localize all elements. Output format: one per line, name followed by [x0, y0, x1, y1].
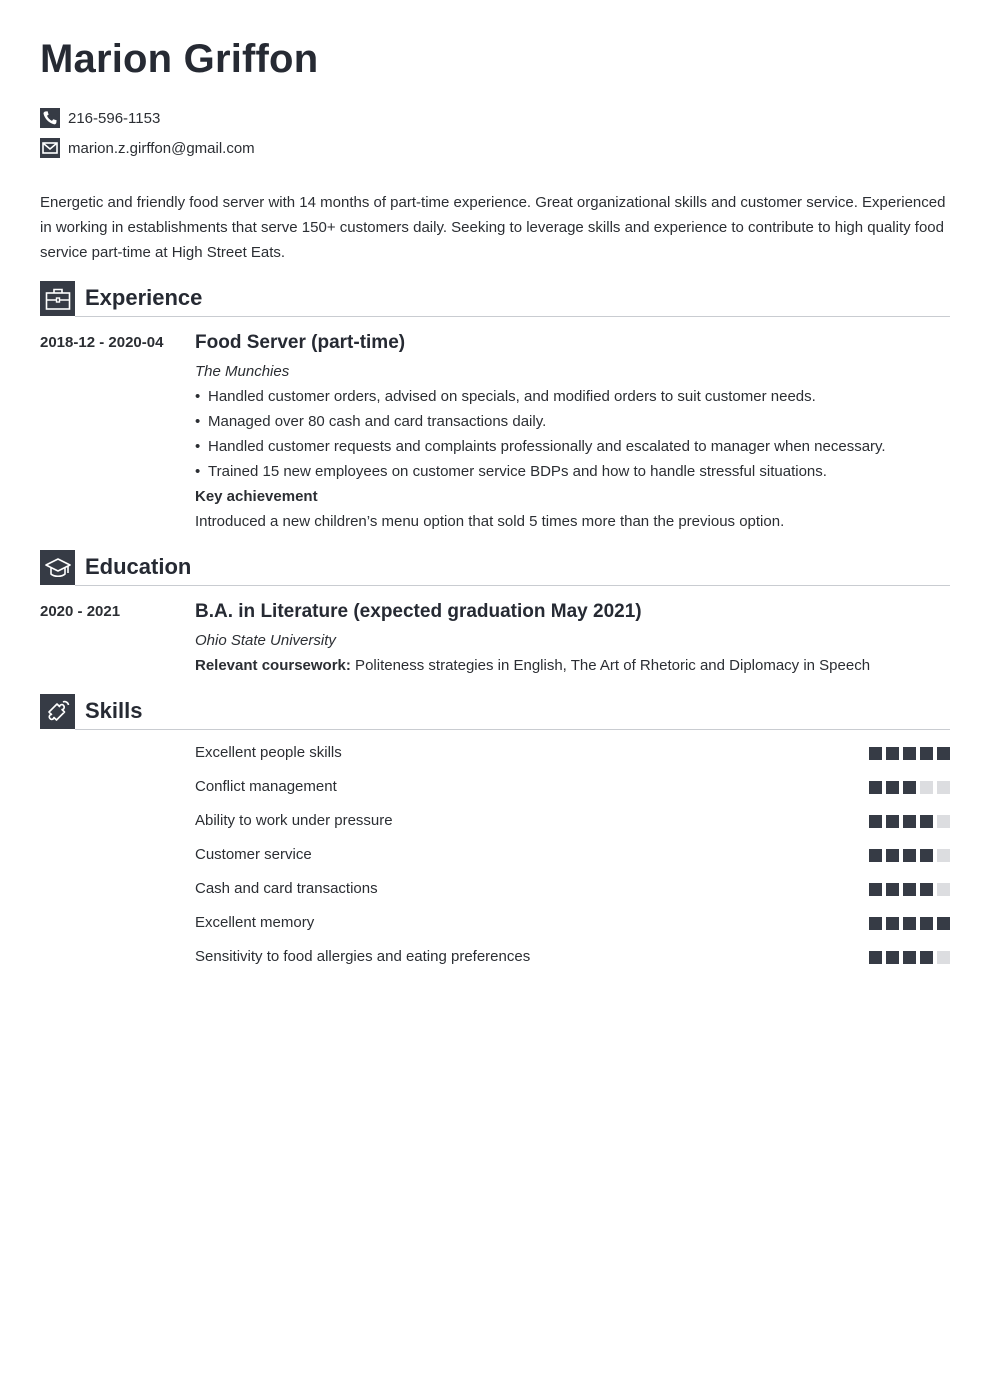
skill-dot-filled [903, 849, 916, 862]
puzzle-icon [40, 694, 75, 729]
skill-dot-filled [903, 883, 916, 896]
skill-name: Excellent people skills [195, 744, 342, 761]
education-section-header [40, 550, 950, 586]
degree-title: B.A. in Literature (expected graduation May 2021) [195, 601, 642, 622]
candidate-name: Marion Griffon [40, 37, 319, 81]
list-item: • Handled customer requests and complaints professionally and escalated to manager when necessary. [195, 434, 950, 459]
skill-dot-filled [869, 917, 882, 930]
education-dates: 2020 - 2021 [40, 603, 121, 620]
key-achievement-label: Key achievement [195, 488, 318, 505]
skill-dot-filled [886, 917, 899, 930]
school-name: Ohio State University [195, 632, 336, 649]
education-entry [195, 601, 950, 678]
skill-name: Excellent memory [195, 914, 315, 931]
skill-row [195, 743, 950, 763]
skill-dot-empty [937, 883, 950, 896]
skill-dot-filled [886, 883, 899, 896]
coursework-line [195, 653, 950, 678]
responsibilities-list [195, 384, 950, 484]
email-row [40, 138, 255, 158]
skill-dot-empty [937, 951, 950, 964]
company-name: The Munchies [195, 363, 290, 380]
skill-dot-empty [920, 781, 933, 794]
skill-dot-filled [869, 883, 882, 896]
briefcase-icon [40, 281, 75, 316]
skill-rating [865, 883, 950, 896]
skills-title: Skills [85, 698, 143, 723]
skill-dot-empty [937, 849, 950, 862]
skill-dot-filled [920, 815, 933, 828]
skill-row [195, 811, 950, 831]
skill-dot-filled [903, 917, 916, 930]
graduation-cap-icon [40, 550, 75, 585]
education-title: Education [85, 554, 192, 579]
section-divider [75, 316, 950, 317]
skill-dot-filled [903, 781, 916, 794]
skill-row [195, 913, 950, 933]
skill-dot-filled [920, 849, 933, 862]
job-title: Food Server (part-time) [195, 332, 406, 353]
skill-row [195, 879, 950, 899]
skills-section-header [40, 694, 950, 730]
section-divider [75, 729, 950, 730]
list-item: • Handled customer orders, advised on specials, and modified orders to suit customer needs. [195, 384, 950, 409]
experience-entry [195, 332, 950, 534]
phone-icon [40, 108, 60, 128]
skill-name: Customer service [195, 846, 312, 863]
skill-dot-filled [937, 917, 950, 930]
skill-dot-filled [869, 815, 882, 828]
list-item: • Managed over 80 cash and card transactions daily. [195, 409, 950, 434]
skill-row [195, 777, 950, 797]
coursework-label: Relevant coursework: [195, 657, 351, 674]
experience-dates: 2018-12 - 2020-04 [40, 334, 164, 351]
skill-dot-filled [886, 781, 899, 794]
skill-name: Conflict management [195, 778, 337, 795]
skill-dot-filled [886, 747, 899, 760]
skill-dot-filled [920, 917, 933, 930]
skill-rating [865, 747, 950, 760]
skill-name: Sensitivity to food allergies and eating preferences [195, 948, 531, 965]
skill-rating [865, 917, 950, 930]
phone-row [40, 108, 160, 128]
skill-dot-empty [937, 815, 950, 828]
coursework-text: Politeness strategies in English, The Art of Rhetoric and Diplomacy in Speech [350, 657, 871, 674]
skill-dot-filled [869, 747, 882, 760]
profile-summary: Energetic and friendly food server with 14 months of part-time experience. Great organizational skills and customer service. Experienced in working in establishments that serve 150+ customers daily. Seeking to leverage skills and experience to contribute to high quality food service part-time at High Street Eats. [40, 194, 946, 261]
skill-row [195, 845, 950, 865]
list-item: • Trained 15 new employees on customer service BDPs and how to handle stressful situations. [195, 459, 950, 484]
skill-dot-filled [920, 951, 933, 964]
skill-rating [865, 951, 950, 964]
email-address: marion.z.girffon@gmail.com [68, 139, 255, 157]
skill-dot-filled [886, 951, 899, 964]
experience-section-header [40, 281, 950, 317]
envelope-icon [40, 138, 60, 158]
skill-dot-filled [886, 849, 899, 862]
skill-rating [865, 781, 950, 794]
skill-dot-filled [869, 951, 882, 964]
skill-dot-filled [869, 781, 882, 794]
skill-row [195, 947, 950, 967]
skill-dot-filled [920, 747, 933, 760]
skill-rating [865, 849, 950, 862]
skill-name: Ability to work under pressure [195, 812, 393, 829]
experience-title: Experience [85, 285, 203, 310]
skill-dot-filled [920, 883, 933, 896]
key-achievement-text: Introduced a new children’s menu option that sold 5 times more than the previous option. [195, 513, 785, 530]
skill-dot-filled [903, 815, 916, 828]
skill-dot-filled [937, 747, 950, 760]
phone-number: 216-596-1153 [68, 109, 161, 127]
skill-rating [865, 815, 950, 828]
skill-dot-filled [903, 951, 916, 964]
skill-dot-filled [886, 815, 899, 828]
skill-name: Cash and card transactions [195, 880, 378, 897]
skill-dot-empty [937, 781, 950, 794]
section-divider [75, 585, 950, 586]
skill-dot-filled [903, 747, 916, 760]
skill-dot-filled [869, 849, 882, 862]
